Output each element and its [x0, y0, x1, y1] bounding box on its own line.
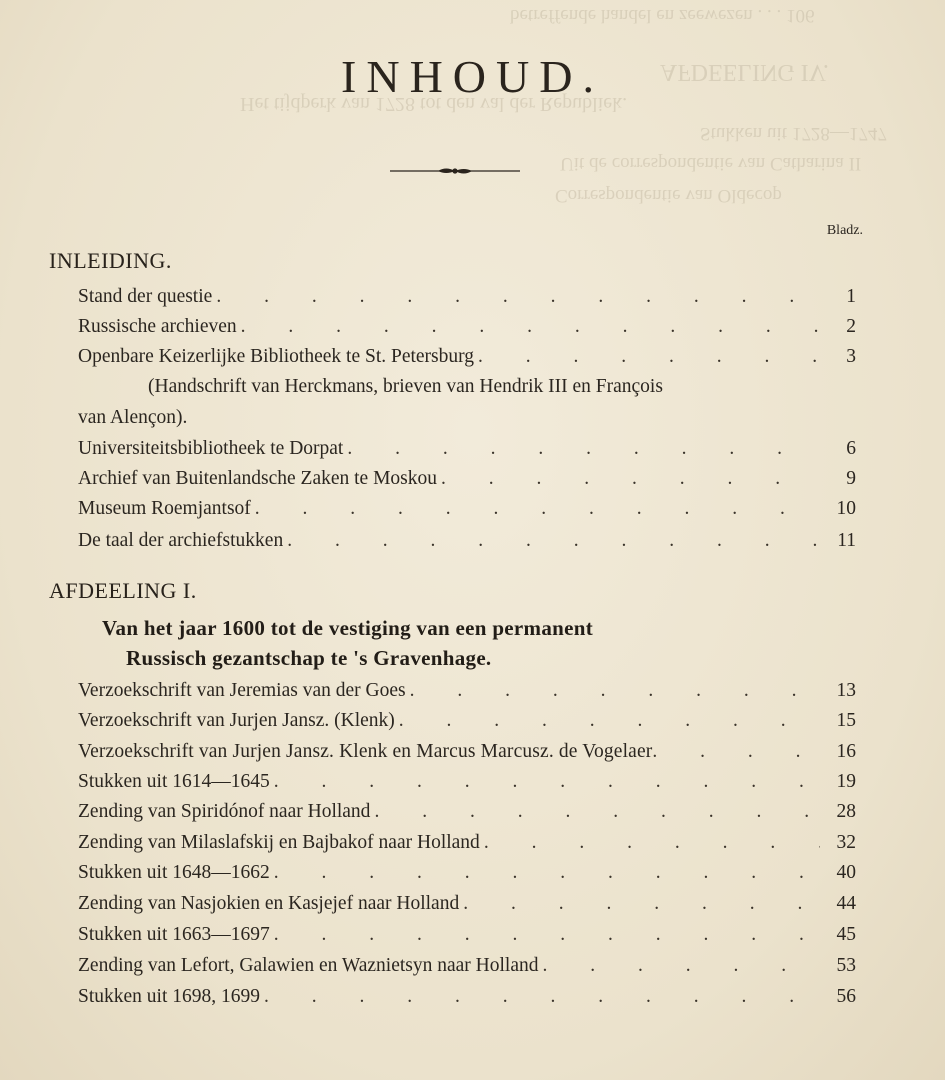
- toc-entry-label: Stukken uit 1648—1662: [78, 862, 270, 883]
- toc-entry[interactable]: [78, 676, 856, 706]
- toc-entry[interactable]: [78, 342, 856, 372]
- toc-entry-page: 6: [846, 438, 856, 459]
- toc-entry-page: 1: [846, 286, 856, 307]
- leader-dots: [347, 434, 820, 464]
- toc-entry-note-line-2: van Alençon).: [78, 407, 188, 428]
- leader-dots: [287, 526, 820, 556]
- toc-entry-page: 13: [836, 680, 856, 701]
- toc-entry-page: 28: [836, 801, 856, 822]
- toc-entry[interactable]: [78, 312, 856, 342]
- leader-dots: [264, 982, 820, 1012]
- toc-entry-page: 3: [846, 346, 856, 367]
- toc-entry[interactable]: [78, 526, 856, 556]
- toc-entry[interactable]: [78, 706, 856, 736]
- leader-dots: [463, 889, 820, 919]
- toc-entry-page: 9: [846, 468, 856, 489]
- leader-dots: [255, 494, 820, 524]
- toc-entry-page: 10: [836, 498, 856, 519]
- section-subheading-line-1: Van het jaar 1600 tot de vestiging van een permanent: [102, 616, 594, 640]
- leader-dots: [274, 920, 820, 950]
- leader-dots: [441, 464, 820, 494]
- section-heading-afdeeling-1: AFDEELING I.: [49, 578, 197, 603]
- toc-entry-page: 45: [836, 924, 856, 945]
- toc-entry-page: 11: [837, 530, 856, 551]
- toc-entry-note-line-1: (Handschrift van Herckmans, brieven van Hendrik III en François: [148, 376, 663, 397]
- leader-dots: [241, 312, 820, 342]
- toc-entry-label: De taal der archiefstukken: [78, 530, 284, 551]
- page-column-header: Bladz.: [826, 223, 863, 238]
- toc-entry[interactable]: [78, 494, 856, 524]
- leader-dots: [399, 706, 820, 736]
- toc-entry[interactable]: [78, 982, 856, 1012]
- toc-entry[interactable]: [78, 282, 856, 312]
- section-heading-inleiding: INLEIDING.: [49, 248, 172, 273]
- leader-dots: [374, 797, 820, 827]
- bleed-through-5: Uit de correspondentie van Catharina II: [560, 153, 862, 174]
- leader-dots: [478, 342, 820, 372]
- toc-entry-label: Zending van Spiridónof naar Holland: [78, 801, 371, 822]
- section-subheading-line-2: Russisch gezantschap te 's Gravenhage.: [126, 646, 492, 670]
- toc-entry[interactable]: [78, 889, 856, 919]
- toc-entry-label: Stukken uit 1698, 1699: [78, 986, 261, 1007]
- toc-entry-label: Zending van Milaslafskij en Bajbakof naar Holland: [78, 832, 480, 853]
- toc-entry-label: Russische archieven: [78, 316, 237, 337]
- leader-dots: [216, 282, 820, 312]
- toc-entry[interactable]: [78, 828, 856, 858]
- toc-entry[interactable]: [78, 951, 856, 981]
- toc-entry-label: Zending van Nasjokien en Kasjejef naar Holland: [78, 893, 460, 914]
- leader-dots: [543, 951, 821, 981]
- bleed-through-4: Stukken uit 1728—1747: [700, 123, 887, 144]
- page-title: INHOUD.: [341, 51, 604, 102]
- toc-entry-page: 19: [836, 771, 856, 792]
- toc-entry[interactable]: [78, 737, 856, 767]
- toc-entry-label: Stand der questie: [78, 286, 213, 307]
- toc-entry-page: 15: [836, 710, 856, 731]
- toc-entry-label: Museum Roemjantsof: [78, 498, 251, 519]
- toc-entry-label: Verzoekschrift van Jeremias van der Goes: [78, 680, 406, 701]
- toc-entry[interactable]: [78, 797, 856, 827]
- toc-entry-label: Stukken uit 1663—1697: [78, 924, 270, 945]
- bleed-through-3: Het tijdperk van 1728 tot den val der Republiek.: [240, 93, 628, 115]
- toc-entry-label: Zending van Lefort, Galawien en Waznietsyn naar Holland: [78, 955, 539, 976]
- toc-entry[interactable]: [78, 434, 856, 464]
- toc-entry-page: 53: [836, 955, 856, 976]
- toc-entry[interactable]: [78, 464, 856, 494]
- leader-dots: [410, 676, 820, 706]
- toc-entry-page: 2: [846, 316, 856, 337]
- bleed-through-1: betreffende handel en zeewezen . . . 106: [510, 5, 815, 26]
- leader-dots: [274, 767, 820, 797]
- toc-entry-page: 32: [836, 832, 856, 853]
- toc-entry-label: Openbare Keizerlijke Bibliotheek te St. Petersburg: [78, 346, 475, 367]
- bleed-through-2: AFDEELING IV.: [660, 59, 829, 85]
- leader-dots: [274, 858, 820, 888]
- toc-entry-page: 44: [836, 893, 856, 914]
- ornament-divider: [390, 164, 520, 178]
- toc-entry-label: Verzoekschrift van Jurjen Jansz. Klenk en Marcus Marcusz. de Vogelaer: [78, 741, 653, 762]
- leader-dots: [652, 737, 824, 767]
- toc-entry[interactable]: [78, 767, 856, 797]
- toc-entry-label: Archief van Buitenlandsche Zaken te Moskou: [78, 468, 438, 489]
- toc-entry-page: 16: [836, 741, 856, 762]
- toc-entry-page: 40: [836, 862, 856, 883]
- bleed-through-6: Correspondentie van Oldecop: [555, 185, 782, 206]
- toc-entry-label: Stukken uit 1614—1645: [78, 771, 270, 792]
- leader-dots: [484, 828, 820, 858]
- toc-entry[interactable]: [78, 920, 856, 950]
- toc-entry[interactable]: [78, 858, 856, 888]
- toc-entry-label: Universiteitsbibliotheek te Dorpat: [78, 438, 344, 459]
- toc-entry-page: 56: [836, 986, 856, 1007]
- toc-entry-label: Verzoekschrift van Jurjen Jansz. (Klenk): [78, 710, 395, 731]
